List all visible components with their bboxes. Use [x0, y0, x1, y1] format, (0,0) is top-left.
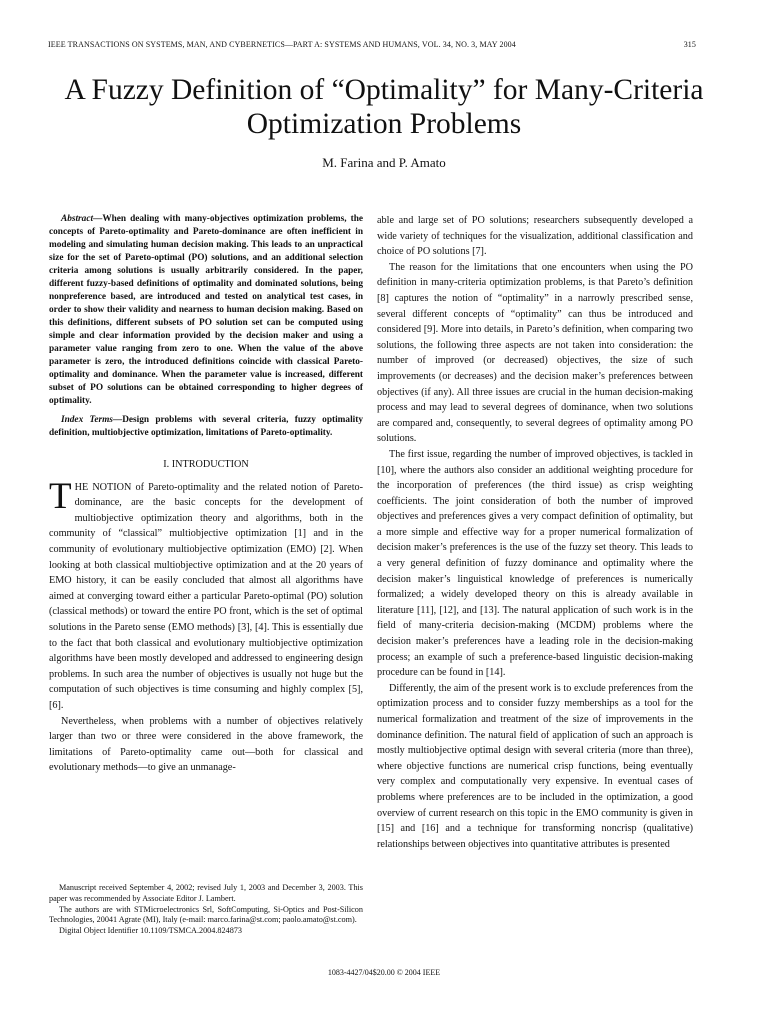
section-heading-introduction: I. INTRODUCTION — [163, 459, 249, 470]
title-line-2: Optimization Problems — [246, 108, 522, 140]
paper-title — [40, 73, 728, 141]
intro-paragraph-1 — [49, 475, 364, 714]
copyright-footer: 1083-4427/04$20.00 © 2004 IEEE — [327, 968, 441, 977]
right-paragraph-3: The first issue, regarding the number of improved objectives, is tackled in [10], where the authors also consider an additional weighting procedure for the incorporation of preferences (the third issue) as crisp weighting coefficients. The joint consideration of both the number of improved objectives and preferences gives a very compact definition of optimality, but a more simple and effective way for a proper numerical formalization of decision maker’s preferences is the use of the fuzzy set theory. This leads to a very general definition of fuzzy dominance and optimality where the decision maker’s linguistical knowledge of preferences is numerically formalized; a widely developed theory on this is already available in literature [11], [12], and [13]. The natural application of such work is in the field of many-criteria decision-making (MCDM) problems where the decision maker’s preferences have a leading role in the decision-making process; an example of such a preference-based linguistic decision-making procedure can be found in [14]. — [377, 448, 693, 679]
author-list: M. Farina and P. Amato — [322, 155, 446, 170]
index-terms-text: —Design problems with several criteria, fuzzy optimality definition, multiobjective optimization, limitations of Pareto-optimality. — [49, 415, 363, 438]
page-number: 315 — [683, 40, 696, 49]
abstract — [49, 213, 363, 408]
running-header — [48, 40, 696, 49]
drop-cap: T — [49, 475, 72, 517]
section-title: NTRODUCTION — [175, 459, 249, 470]
abstract-label: Abstract — [61, 214, 94, 224]
footnote-affiliation: The authors are with STMicroelectronics Srl, SoftComputing, Si-Optics and Post-Silicon Technologies, 20041 Agrate (MI), Italy (e-mail: marco.farina@st.com; paolo.amato@st.com). — [49, 904, 363, 925]
index-terms — [49, 414, 363, 440]
intro-paragraph-1-text: of Pareto-optimality and the related notion of Pareto-dominance, are the basic concepts for the development of multiobjective optimization theory and algorithms, both in the community of “classical” multiobjective optimization [1] and in the community of evolutionary multiobjective optimization (EMO) [2]. When looking at both classical multiobjective optimization and at the 20 years of EMO history, it can be easily concluded that almost all algorithms have aimed at converging toward either a particular Pareto-optimal (PO) solution (classical methods) or toward the entire PO front, which is the set of optimal solutions in the Pareto sense (EMO methods) [3], [4]. This is essentially due to the fact that both classical and evolutionary multiobjective optimization algorithms have been mostly developed and addressed to engineering design problems. In such area the number of objectives is usually not huge but the computation of such objectives is time consuming and highly complex [5], [6]. — [49, 481, 364, 711]
section-number: I. — [163, 459, 170, 470]
journal-name: IEEE TRANSACTIONS ON SYSTEMS, MAN, AND CYBERNETICS—PART A: SYSTEMS AND HUMANS, VOL. 34, NO. 3, MAY 2004 — [48, 40, 516, 49]
footnote — [49, 883, 363, 937]
left-column — [49, 213, 363, 776]
abstract-text: —When dealing with many-objectives optimization problems, the concepts of Pareto-optimality and Pareto-dominance are often inefficient in modeling and simulating human decision making. This leads to an unpractical size for the set of Pareto-optimal (PO) solutions, and an additional selection criteria among solutions is usually arbitrarily considered. In the paper, different fuzzy-based definitions of optimality and dominated solutions, being nonpreference based, are introduced and tested on analytical test cases, in order to show their validity and nearness to human decision making. Based on this definitions, different subsets of PO solution set can be computed using simple and clear information provided by the decision maker and using a parameter value ranging from zero to one. When the value of the above parameter is zero, the introduced definitions coincide with classical Pareto-optimality and dominance. When the parameter value is increased, different subset of PO solutions can be obtained corresponding to higher degrees of optimality. — [49, 214, 363, 406]
right-paragraph-4: Differently, the aim of the present work is to exclude preferences from the optimization process and to consider fuzzy memberships as a tool for the numerical formalization and treatment of the size of improvements in the dominance definition. The natural field of application of such an approach is mostly multiobjective optimal design with several criteria (more than three), where objective functions are numerical crisp functions, being eventually very complex and computationally very expensive. In eventual cases of problems where preferences are to be included in the optimization, a good overview of current research on this topic in the EMO community is given in [15] and [16] and a technique for transforming noncrisp (qualitative) relationships between objectives into quantitative attributes is presented — [377, 682, 693, 850]
footnote-manuscript: Manuscript received September 4, 2002; revised July 1, 2003 and December 3, 2003. This paper was recommended by Associate Editor J. Lambert. — [49, 883, 363, 903]
index-terms-label: Index Terms — [61, 415, 113, 425]
intro-first-words: HE NOTION — [74, 481, 132, 493]
right-column — [377, 213, 693, 852]
intro-paragraph-2: Nevertheless, when problems with a number of objectives relatively larger than two or three were considered in the above framework, the limitations of Pareto-optimality came out—both for classical and evolutionary methods—to give an unmanage- — [49, 715, 363, 774]
right-paragraph-1: able and large set of PO solutions; researchers subsequently developed a wide variety of techniques for the visualization, additional classification and choice of PO solutions [7]. — [377, 215, 693, 258]
title-line-1: A Fuzzy Definition of “Optimality” for Many-Criteria — [64, 74, 704, 106]
right-paragraph-2: The reason for the limitations that one encounters when using the PO definition in many-criteria optimization problems, is that Pareto’s definition [8] captures the notion of “optimality” in a narrowly prescribed sense, several different concepts of “optimality” can thus be introduced and considered [9]. More into details, in Pareto’s definition, when comparing two solutions, the following three aspects are not taken into consideration: the number of improved (or decreased) objectives, the size of such improvements (or decreases) and the decision maker’s preferences between objectives (if any). All three issues are crucial in the human decision-making process and may lead to several degrees of dominance, when two solutions are compared and, consequently, to several degrees of optimality among PO solutions. — [377, 261, 693, 445]
footnote-doi: Digital Object Identifier 10.1109/TSMCA.2004.824873 — [59, 926, 242, 936]
